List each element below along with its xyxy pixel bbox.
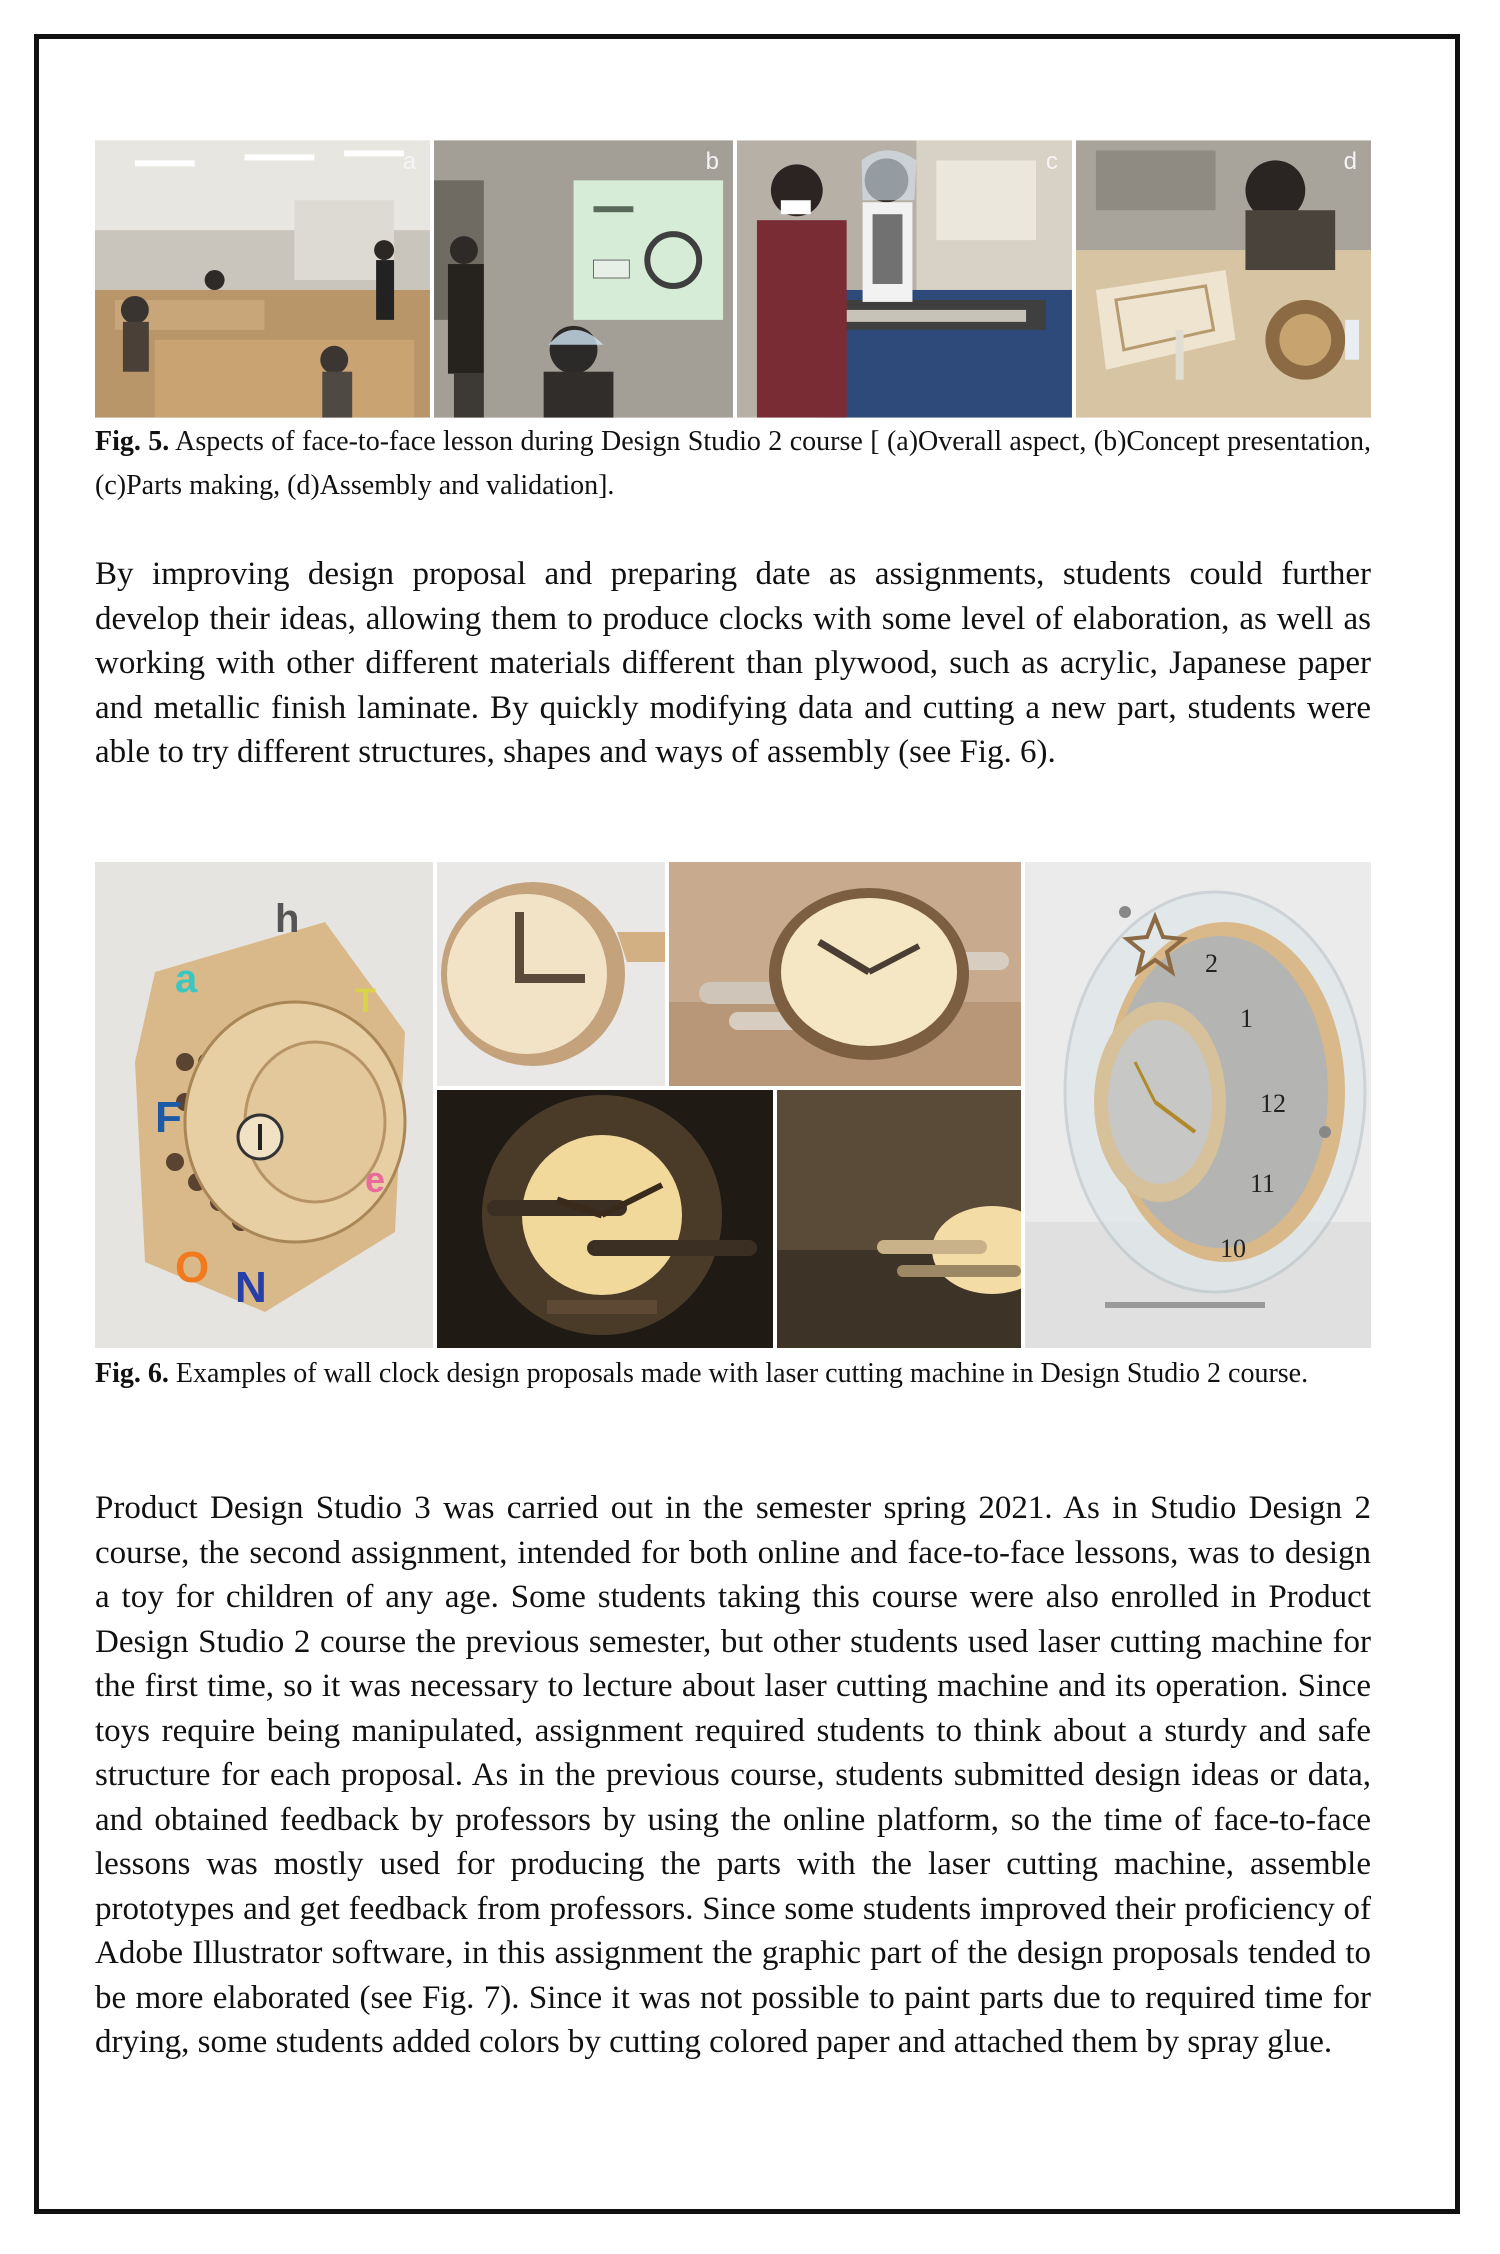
hexagon-clock-photo [95, 862, 433, 1348]
photo-panel-a [95, 140, 430, 418]
metal-clock-icon [1025, 862, 1371, 1348]
figure-6-label: Fig. 6. [95, 1358, 169, 1389]
paragraph-2: Product Design Studio 3 was carried out in the semester spring 2021. As in Studio Design 2 course, the second assignment, intended for both online and face-to-face lessons, was to design a toy for children of any age. Some students taking this course were also enrolled in Product Design Studio 2 course the previous semester, but other students used laser cutting machine for the first time, so it was necessary to lecture about laser cutting machine and its operation. Since toys require being manipulated, assignment required students to think about a sturdy and safe structure for each proposal. As in the previous course, students submitted design ideas or data, and obtained feedback by professors by using the online platform, so the time of face-to-face lessons was mostly used for producing the parts with the laser cutting machine, assemble prototypes and get feedback from professors. Since some students improved their proficiency of Adobe Illustrator software, in this assignment the graphic part of the design proposals tended to be more elaborated (see Fig. 7). Since it was not possible to paint parts due to required time for drying, some students added colors by cutting colored paper and attached them by spray glue. [95, 1490, 1371, 2060]
figure-5-caption-text: Aspects of face-to-face lesson during Design Studio 2 course [ (a)Overall aspect, (b)Concept presentation, (c)Parts making, (d)Assembly and validation]. [95, 426, 1371, 501]
photo-panel-d [1076, 140, 1371, 418]
figure-5-caption [95, 420, 1371, 508]
cloud-clock-icon [669, 862, 1021, 1086]
clock-number-1: 1 [1240, 1004, 1253, 1033]
moon-clock-glow-icon [437, 1090, 773, 1348]
svg-text:O: O [175, 1243, 210, 1292]
panel-letter-c: c [1045, 148, 1058, 175]
clock-number-12: 12 [1260, 1089, 1286, 1118]
svg-text:N: N [235, 1263, 267, 1312]
photo-panel-b [434, 140, 733, 418]
figure-6-caption [95, 1352, 1371, 1396]
panel-letter-d: d [1343, 148, 1357, 175]
clock-number-10: 10 [1220, 1234, 1246, 1263]
figure-5-label: Fig. 5. [95, 426, 170, 457]
assembly-photo-icon [1076, 140, 1371, 418]
cloud-clock-photo [669, 862, 1021, 1086]
svg-text:h: h [275, 897, 300, 941]
cloud-clock-night-photo [777, 1090, 1021, 1348]
figure-5-photos [95, 140, 1371, 418]
svg-text:a: a [175, 957, 198, 1001]
classroom-photo-icon [95, 140, 430, 418]
hexagon-clock-icon [95, 862, 433, 1348]
metal-clock-photo [1025, 862, 1371, 1348]
moon-clock-side-photo [437, 862, 665, 1086]
laser-cutter-photo-icon [737, 140, 1072, 418]
panel-letter-b: b [705, 148, 719, 175]
clock-number-11: 11 [1250, 1169, 1276, 1198]
figure-6-photos [95, 862, 1371, 1348]
svg-text:T: T [355, 982, 376, 1020]
presentation-photo-icon [434, 140, 733, 418]
photo-panel-c [737, 140, 1072, 418]
clock-number-2: 2 [1205, 949, 1218, 978]
svg-text:e: e [365, 1159, 386, 1200]
figure-6-caption-text: Examples of wall clock design proposals made with laser cutting machine in Design Studio 2 course. [168, 1358, 1309, 1389]
moon-clock-glow-photo [437, 1090, 773, 1348]
svg-text:F: F [155, 1093, 182, 1142]
panel-letter-a: a [402, 148, 416, 175]
paragraph-1: By improving design proposal and preparing date as assignments, students could further develop their ideas, allowing them to produce clocks with some level of elaboration, as well as working with other different materials different than plywood, such as acrylic, Japanese paper and metallic finish laminate. By quickly modifying data and cutting a new part, students were able to try different structures, shapes and ways of assembly (see Fig. 6). [95, 556, 1371, 770]
cloud-clock-night-icon [777, 1090, 1021, 1348]
moon-clock-side-icon [437, 862, 665, 1086]
